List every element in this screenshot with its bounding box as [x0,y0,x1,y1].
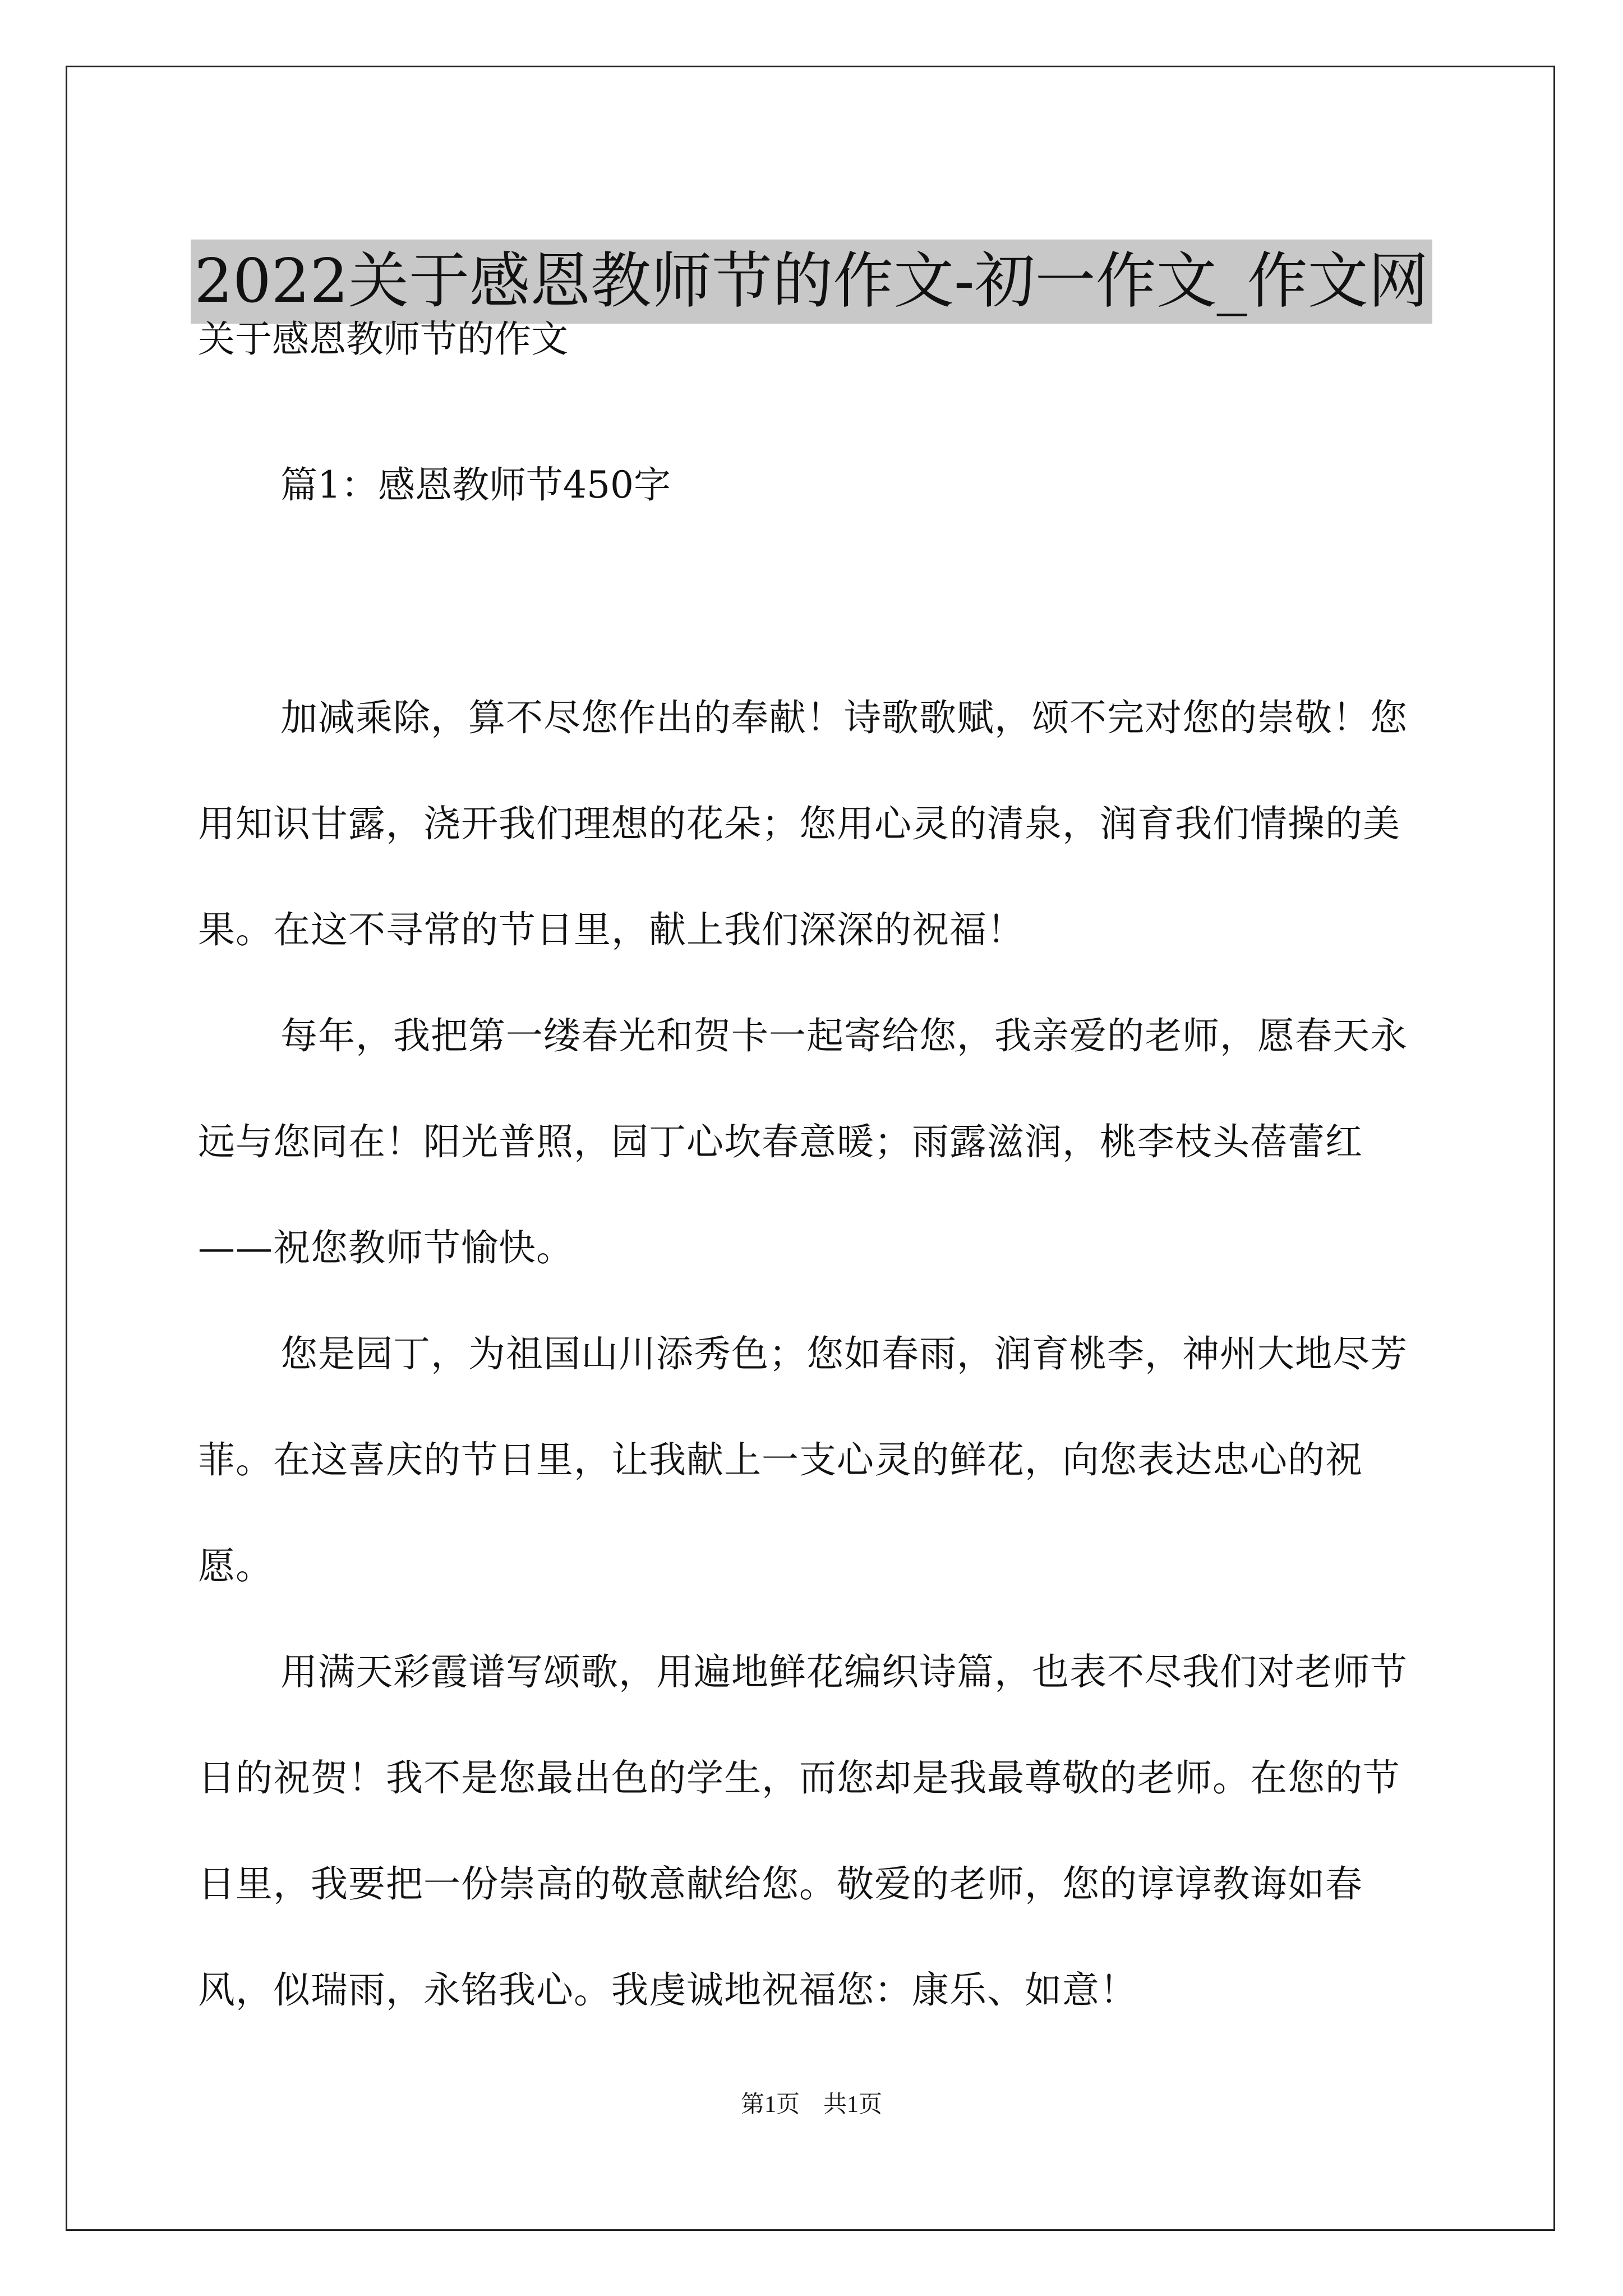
paragraph-2: 每年，我把第一缕春光和贺卡一起寄给您，我亲爱的老师，愿春天永远与您同在！阳光普照，园丁心坎春意暖；雨露滋润，桃李枝头蓓蕾红——祝您教师节愉快。 [198,1014,1408,1269]
document-title: 2022关于感恩教师节的作文-初一作文_作文网 [191,240,1432,324]
document-subtitle: 关于感恩教师节的作文 [198,318,568,361]
section-heading: 篇1：感恩教师节450字 [280,463,671,507]
paragraph-3: 您是园丁，为祖国山川添秀色；您如春雨，润育桃李，神州大地尽芳菲。在这喜庆的节日里，让我献上一支心灵的鲜花，向您表达忠心的祝愿。 [198,1332,1408,1588]
paragraph-1: 加减乘除，算不尽您作出的奉献！诗歌歌赋，颂不完对您的崇敬！您用知识甘露，浇开我们理想的花朵；您用心灵的清泉，润育我们情操的美果。在这不寻常的节日里，献上我们深深的祝福！ [198,696,1408,951]
paragraph-4: 用满天彩霞谱写颂歌，用遍地鲜花编织诗篇，也表不尽我们对老师节日的祝贺！我不是您最出色的学生，而您却是我最尊敬的老师。在您的节日里，我要把一份崇高的敬意献给您。敬爱的老师，您的谆谆教诲如春风，似瑞雨，永铭我心。我虔诚地祝福您：康乐、如意！ [198,1650,1408,2012]
article-body [198,665,1432,2043]
page-footer: 第1页 共1页 [740,2092,882,2118]
